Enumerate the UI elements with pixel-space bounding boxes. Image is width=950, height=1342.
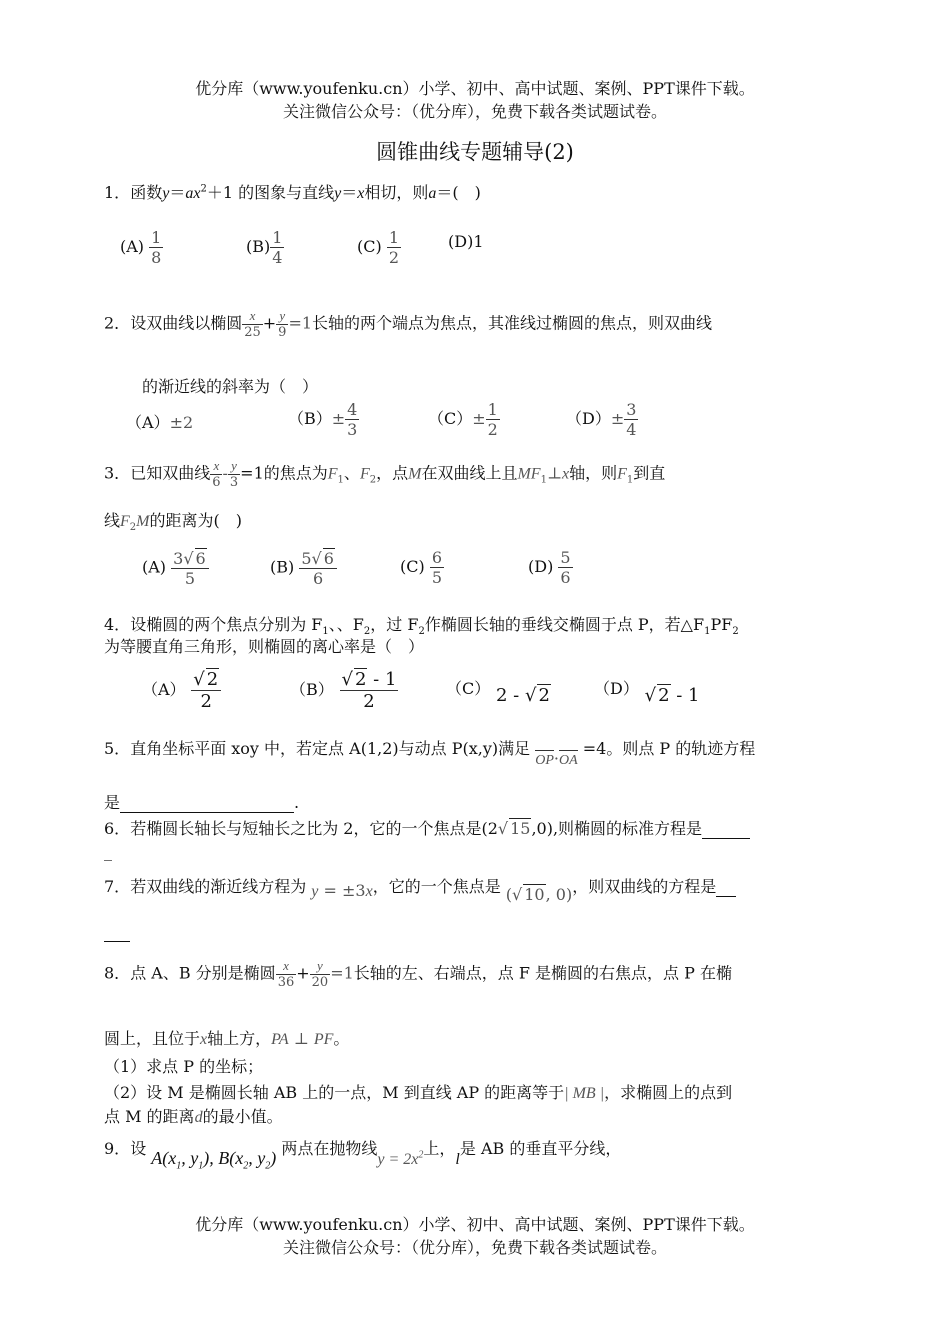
q6-answer-blank [702,819,750,839]
q3-option-b-coef: 5 [301,549,312,568]
q3-option-a-label: (A) [142,557,167,577]
q9-end: ) [270,1148,277,1168]
q5-line2 [104,790,299,813]
q5-answer-blank [120,793,294,813]
q8-sub2c: 点 M 的距离 [104,1107,195,1126]
q4-option-b-num: √ 2 - 1 [341,669,397,690]
q9-mid: ), B(x [203,1148,244,1168]
q2-option-d [566,400,638,439]
q8-plus: + [296,963,310,983]
q8-perp: ⊥ [288,1029,314,1048]
q2-frac-x-num: x [249,308,256,323]
q5-end: . [294,793,300,812]
q1-plus1: ＋1 的图象与直线 [206,183,335,202]
q1-option-b-fraction [270,228,284,267]
q7-text-c: ，则双曲线的方程是 [572,877,717,896]
q4-option-c-expr: 2 - √ 2 [495,685,550,706]
q4-option-b-fraction [340,668,399,712]
q4-option-b-rad: 2 [354,669,367,690]
q2-option-b-label: （B） [288,409,332,428]
q9-l: l [455,1151,460,1168]
q3-option-a-num: 3√ 6 [173,549,206,568]
q5-text-c: 是 [104,793,121,812]
q6-number: 6． [104,819,131,838]
q3-option-a-coef: 3 [173,549,184,568]
q1-a: a [428,185,437,202]
q2-text-c: 的渐近线的斜率为（ ） [142,377,319,396]
q3-frac-y [228,458,240,490]
q2-number: 2． [104,313,131,333]
q4-option-b-minus: - 1 [367,669,397,690]
q1-option-c-fraction [387,228,401,267]
q4-text-c: ，过 F [370,615,419,634]
q7-answer-blank-cont [104,922,130,942]
q8-text-b: 长轴的左、右端点，点 F 是椭圆的右焦点，点 P 在椭 [353,963,732,983]
q1-y2: y [334,185,342,202]
footer-line-2: 关注微信公众号：（优分库），免费下载各类试题试卷。 [282,1238,667,1257]
q1-option-a-num: 1 [151,228,162,247]
q3-option-d-label: (D) [528,557,554,576]
q3-F2b: F [120,513,130,530]
q4-option-d-rad: 2 [658,685,670,706]
q2-frac-y [276,308,288,340]
q3-s2: 2 [369,474,377,486]
q8-sub2a: （2）设 M 是椭圆长轴 AB 上的一点，M 到直线 AP 的距离等于 [104,1083,565,1102]
q2-text-b: 长轴的两个端点为焦点，其准线过椭圆的焦点，则双曲线 [312,313,713,333]
q9-pts: A(x [151,1148,177,1168]
q3-option-c-num: 6 [431,548,443,567]
q3-stem [104,458,665,490]
q3-option-c [400,548,444,587]
q1-sq: 2 [200,183,207,195]
q4-option-a-rad: 2 [206,669,219,690]
q3-option-a-rad: 6 [195,549,206,568]
q4-s3: 2 [418,626,425,638]
q1-eq2: ＝ [341,183,358,202]
q2-option-b-pm: ± [331,409,346,428]
q1-option-a-fraction [149,228,163,267]
q9-s3: 2 [243,1160,249,1172]
q7-eqn-rest: = ±3 [318,881,366,900]
q8-frac-x [276,958,297,990]
q3-frac-x-den: 6 [212,475,221,490]
q1-eq: ＝ [169,183,186,202]
q9-c1: , y [181,1148,199,1168]
q7-text-b: ，它的一个焦点是 [372,877,501,896]
q3-option-a [142,548,209,588]
q3-M2: M [136,513,150,530]
q3-option-c-label: (C) [400,557,425,576]
q3-text-h: 的距离为( ) [149,511,242,530]
q8-frac-y-den: 20 [311,975,329,990]
q3-F1b: F [617,465,627,483]
q1-x: x [357,185,365,202]
q9-points [151,1148,277,1172]
q4-option-a-fraction [191,668,221,712]
q3-frac-y-den: 3 [229,475,239,490]
q2-option-b-den: 3 [347,420,358,439]
q8-d: d [194,1109,203,1126]
q2-option-b [288,400,359,439]
q8-frac-y-num: y [317,958,323,973]
q2-frac-x [242,308,263,340]
q3-option-b [270,548,337,588]
q4-option-c-rad: 2 [538,685,550,706]
q5-text-b: =4。则点 P 的轨迹方程 [582,739,756,758]
q3-option-b-num: 5√ 6 [301,549,334,568]
q4-text-f: 为等腰直角三角形，则椭圆的离心率是（ ） [104,637,425,656]
q3-option-b-den: 6 [299,568,337,588]
q3-text-e: 轴，则 [569,463,618,483]
q9-text-d: 是 AB 的垂直平分线， [459,1139,622,1158]
header-line-2: 关注微信公众号：（优分库），免费下载各类试题试卷。 [282,102,667,121]
q3-MF: MF [517,465,541,483]
q3-option-d-fraction [558,548,572,587]
q4-s2: 2 [363,626,371,638]
q2-frac-y-num: y [279,308,286,323]
q4-text-d: 作椭圆长轴的垂线交椭圆于点 P，若△F [424,615,705,634]
q4-text-e: PF [710,615,733,634]
q1-option-c-num: 1 [388,228,400,247]
q4-s5: 2 [732,626,739,638]
q4-option-a-label: （A） [142,680,186,699]
q4-option-a-den: 2 [191,690,221,712]
q3-F1: F [327,465,338,483]
q7-rad: 10 [524,885,545,904]
q1-option-c-label: (C) [357,237,382,256]
q3-s3: 1 [540,474,547,486]
q7-eqn-y: y [311,883,319,900]
q2-option-c-num: 1 [487,400,498,419]
q9-par-sq: 2 [418,1149,424,1161]
q8-text-c: 圆上，且位于 [104,1029,201,1048]
q2-option-a-value: ±2 [169,413,194,432]
q5-vector-op [535,750,554,769]
q1-eq3: ＝( ) [436,183,481,202]
q4-s4: 1 [704,626,711,638]
q6-rad: 15 [510,819,531,838]
q2-option-c-pm: ± [472,409,486,428]
q1-option-c-den: 2 [388,248,400,267]
q7-text-a: 若双曲线的渐近线方程为 [130,877,307,896]
q2-option-a-label: （A） [126,413,170,432]
q3-frac-x-num: x [213,458,220,473]
q1-option-b-num: 1 [272,228,283,247]
q4-option-d [594,676,700,706]
q8-line2 [104,1026,349,1049]
q3-option-b-label: (B) [270,557,295,577]
q9-par-y: y [377,1151,385,1168]
q7-lp: ( [505,885,513,904]
q6-text-a: 若椭圆长轴长与短轴长之比为 2，它的一个焦点是(2 [130,819,498,838]
q7-rest: , 0) [545,885,573,904]
q2-frac-y-den: 9 [278,325,287,340]
header-line-1: 优分库（www.youfenku.cn）小学、初中、高中试题、案例、PPT课件下载。 [195,79,755,98]
q4-number: 4． [104,615,131,634]
q4-option-b-den: 2 [340,690,399,712]
q4-option-d-expr: √ 2 - 1 [644,685,700,706]
q3-number: 3． [104,463,131,483]
q4-s1: 1 [322,626,329,638]
q4-text-a: 设椭圆的两个焦点分别为 F [130,615,323,634]
q8-sub2-line2 [104,1104,283,1127]
q2-option-d-label: （D） [566,409,611,428]
q8-sub1: （1）求点 P 的坐标； [104,1057,264,1076]
q9-s4: 2 [265,1160,271,1172]
q3-option-d [528,548,573,587]
q3-option-c-fraction [430,548,444,587]
q9-text-c: 上， [423,1139,456,1158]
q2-option-b-fraction [345,400,359,439]
q5-dot: · [553,749,559,768]
q1-text-a: 函数 [130,183,163,202]
q4-option-c-label: （C） [446,679,491,698]
q6-sqrt: √ 15 [497,819,531,838]
q4-option-b [290,668,398,712]
q1-option-b [246,228,284,267]
footer-line-1: 优分库（www.youfenku.cn）小学、初中、高中试题、案例、PPT课件下载。 [195,1215,755,1234]
q1-option-a-den: 8 [151,248,162,267]
q2-option-c-den: 2 [487,420,498,439]
q8-mb: | MB | [564,1085,605,1102]
q6-text-b: ,0),则椭圆的标准方程是 [531,819,703,838]
q4-option-a [142,668,221,712]
q3-text-d: 在双曲线上且 [421,463,518,483]
q1-option-d: (D)1 [448,232,484,251]
q8-text-a: 点 A、B 分别是椭圆 [130,963,276,983]
q1-option-a-label: (A) [120,237,145,256]
q3-text-g: 线 [104,511,121,530]
q9-s1: 1 [176,1160,182,1172]
q2-frac-x-den: 25 [244,325,261,340]
q4-option-b-label: （B） [290,680,334,699]
q2-stem [104,308,712,340]
q1-option-a [120,228,163,267]
q8-sub2d: 的最小值。 [202,1107,283,1126]
q8-xax: x [200,1031,208,1048]
q1-option-c [357,228,401,267]
q7-answer-blank [716,877,736,897]
q9-text-a: 设 [130,1139,147,1158]
q9-text-b: 两点在抛物线 [281,1139,378,1158]
q8-sub2 [104,1080,732,1103]
q1-y: y [162,185,170,202]
q6-stem [104,816,750,839]
q7-focus: (√ 10, 0) [505,885,573,904]
q5-number: 5． [104,739,131,758]
q6-cont: _ [104,842,112,861]
q3-option-b-fraction [299,548,337,588]
q3-option-d-den: 6 [560,568,571,587]
q4-option-c-pre: 2 - [495,685,525,706]
q3-frac-y-num: y [231,458,237,473]
q3-s1: 1 [337,474,344,486]
q4-option-d-label: （D） [594,679,639,698]
q5-vector-oa-arrow [559,750,578,751]
q2-option-c [428,400,500,439]
q2-option-d-den: 4 [626,420,637,439]
q9-parabola [377,1151,423,1168]
q3-s4: 1 [626,474,634,486]
q9-s2: 1 [198,1160,204,1172]
q3-minus: - [222,463,228,483]
q4-text-b: 、、F [328,615,364,634]
q3-line2 [104,508,242,533]
q5-text-a: 直角坐标平面 xoy 中，若定点 A(1,2)与动点 P(x,y)满足 [130,739,531,758]
q8-text-e: 。 [333,1029,350,1048]
q7-eqn-x: x [365,883,373,900]
q4-option-c [446,676,551,706]
q9-par-rest: = 2x [384,1151,419,1168]
q3-text-b: =1的焦点为 [240,463,328,483]
q8-text-d: 轴上方， [207,1029,272,1048]
q8-stem [104,958,732,990]
q2-option-d-num: 3 [626,400,637,419]
q3-sep: 、 [343,463,360,483]
q8-frac-x-num: x [283,958,289,973]
q3-option-a-den: 5 [171,568,209,588]
q5-vector-op-arrow [535,750,554,751]
q2-option-b-num: 4 [347,400,358,419]
q8-eq1: =1 [330,963,354,983]
q1-ax: ax [185,185,201,202]
q1-stem [104,180,481,203]
q4-option-d-post: - 1 [670,685,700,706]
q2-eq1: =1 [288,313,313,333]
q8-frac-y [310,958,331,990]
q8-frac-x-den: 36 [277,975,295,990]
q3-text-a: 已知双曲线 [130,463,211,483]
q2-option-d-pm: ± [610,409,625,428]
q7-asymptote [311,881,372,900]
q8-pa: PA [271,1031,289,1048]
q7-number: 7． [104,877,131,896]
q1-number: 1． [104,183,131,202]
q9-number: 9． [104,1139,131,1158]
q1-text-b: 相切，则 [364,183,429,202]
q3-M: M [408,465,422,483]
q8-number: 8． [104,963,131,983]
q3-option-c-den: 5 [431,568,443,587]
q4-option-a-num: √ 2 [193,669,219,690]
q9-c2: , y [248,1148,266,1168]
q5-oa: OA [558,753,578,768]
q2-option-d-fraction [624,400,638,439]
q2-option-a [126,410,193,433]
q8-pf: PF [313,1031,334,1048]
q7-stem [104,874,736,904]
q3-option-b-rad: 6 [323,549,334,568]
q3-option-a-fraction [171,548,209,588]
q8-sub2b: ，求椭圆上的点到 [604,1083,733,1102]
q3-option-d-num: 5 [560,548,571,567]
q2-option-c-fraction [486,400,500,439]
q1-option-b-label: (B) [246,237,271,256]
q2-option-c-label: （C） [428,409,473,428]
page-title: 圆锥曲线专题辅导(2) [376,140,574,164]
q1-option-b-den: 4 [272,248,283,267]
q3-F2: F [359,465,370,483]
q3-text-c: ，点 [376,463,409,483]
q2-plus: + [262,313,277,333]
q5-op: OP [535,753,554,768]
q2-text-a: 设双曲线以椭圆 [130,313,243,333]
q5-vector-oa [559,750,578,769]
q3-xax: x [561,465,570,483]
q3-frac-x [210,458,222,490]
q5-stem [104,736,756,768]
q3-perp: ⊥ [546,463,562,483]
q3-text-f: 到直 [633,463,666,483]
q9-stem [104,1136,622,1172]
q3-s5: 2 [129,522,137,534]
